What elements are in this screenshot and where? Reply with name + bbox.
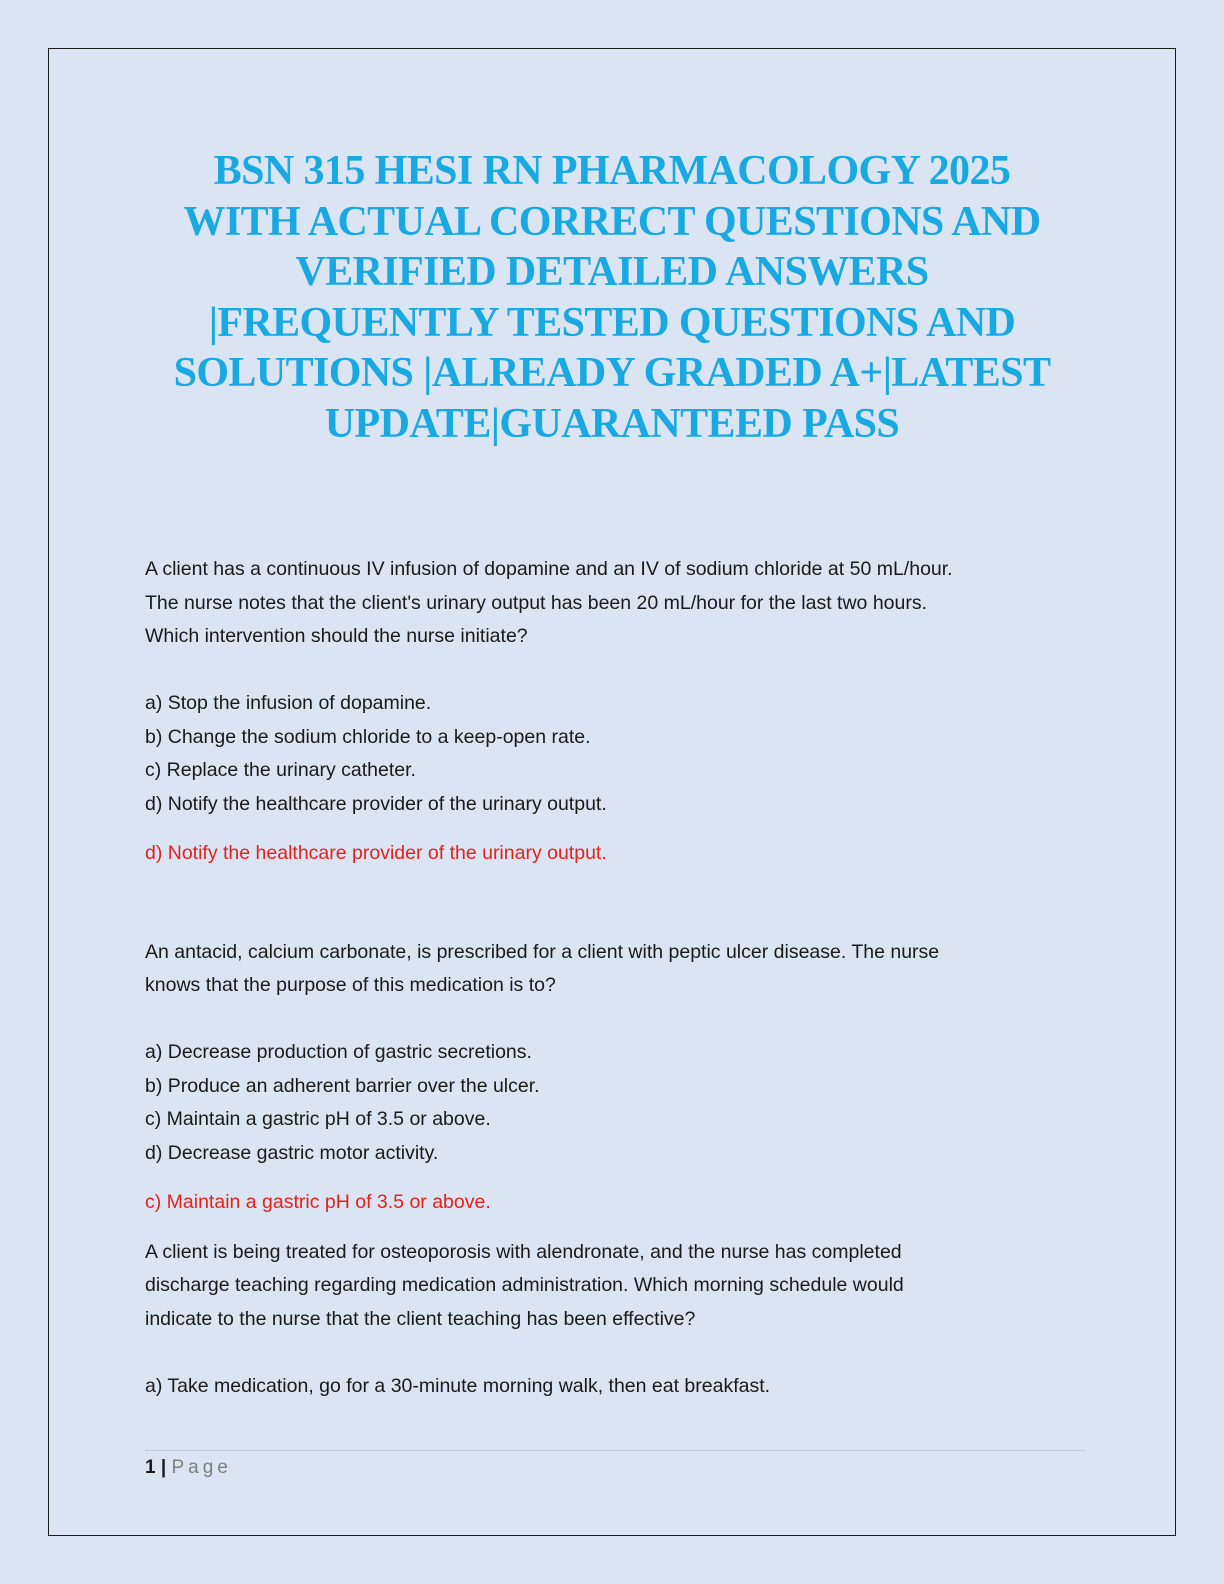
question-stem-line: A client has a continuous IV infusion of dopamine and an IV of sodium chloride at 50 mL/hour.	[145, 558, 953, 580]
question-3	[145, 1236, 1085, 1404]
answer-option: a) Take medication, go for a 30-minute morning walk, then eat breakfast.	[145, 1374, 771, 1397]
correct-answer: c) Maintain a gastric pH of 3.5 or above.	[145, 1191, 491, 1213]
title-line: |FREQUENTLY TESTED QUESTIONS AND	[208, 299, 1016, 346]
page-footer	[145, 1455, 232, 1481]
page-number: 1	[145, 1457, 156, 1478]
blank-line	[145, 1003, 1085, 1037]
question-stem-line: A client is being treated for osteoporosis with alendronate, and the nurse has completed	[145, 1240, 902, 1263]
title-line: VERIFIED DETAILED ANSWERS	[295, 249, 929, 295]
answer-option: a) Decrease production of gastric secretions.	[145, 1041, 532, 1063]
question-stem-line: discharge teaching regarding medication administration. Which morning schedule would	[145, 1274, 904, 1296]
title-line: UPDATE|GUARANTEED PASS	[324, 400, 900, 447]
question-stem-line: knows that the purpose of this medication is to?	[145, 974, 556, 996]
question-1	[145, 553, 1085, 871]
answer-option: b) Produce an adherent barrier over the ulcer.	[145, 1074, 540, 1097]
document-body	[145, 553, 1085, 1403]
question-stem-line: indicate to the nurse that the client teaching has been effective?	[145, 1307, 696, 1330]
title-line: SOLUTIONS |ALREADY GRADED A+|LATEST	[173, 350, 1051, 396]
answer-option: b) Change the sodium chloride to a keep-open rate.	[145, 725, 591, 748]
answer-option: d) Decrease gastric motor activity.	[145, 1141, 439, 1164]
question-stem-line: Which intervention should the nurse initiate?	[145, 625, 528, 647]
question-2	[145, 936, 1085, 1220]
answer-option: c) Maintain a gastric pH of 3.5 or above.	[145, 1108, 491, 1130]
title-line: WITH ACTUAL CORRECT QUESTIONS AND	[183, 198, 1041, 245]
correct-answer: d) Notify the healthcare provider of the urinary output.	[145, 842, 607, 864]
title-line: BSN 315 HESI RN PHARMACOLOGY 2025	[213, 148, 1011, 194]
answer-option: a) Stop the infusion of dopamine.	[145, 692, 432, 714]
footer-divider	[145, 1450, 1085, 1451]
question-stem-line: An antacid, calcium carbonate, is prescribed for a client with peptic ulcer disease. The nurse	[145, 940, 940, 963]
answer-option: c) Replace the urinary catheter.	[145, 759, 416, 781]
footer-separator: |	[160, 1457, 167, 1478]
question-stem-line: The nurse notes that the client's urinary output has been 20 mL/hour for the last two hours.	[145, 591, 928, 614]
document-title	[140, 146, 1084, 449]
page-label: Page	[171, 1457, 232, 1478]
blank-line	[145, 1336, 1085, 1370]
answer-option: d) Notify the healthcare provider of the urinary output.	[145, 792, 607, 815]
blank-line	[145, 654, 1085, 688]
